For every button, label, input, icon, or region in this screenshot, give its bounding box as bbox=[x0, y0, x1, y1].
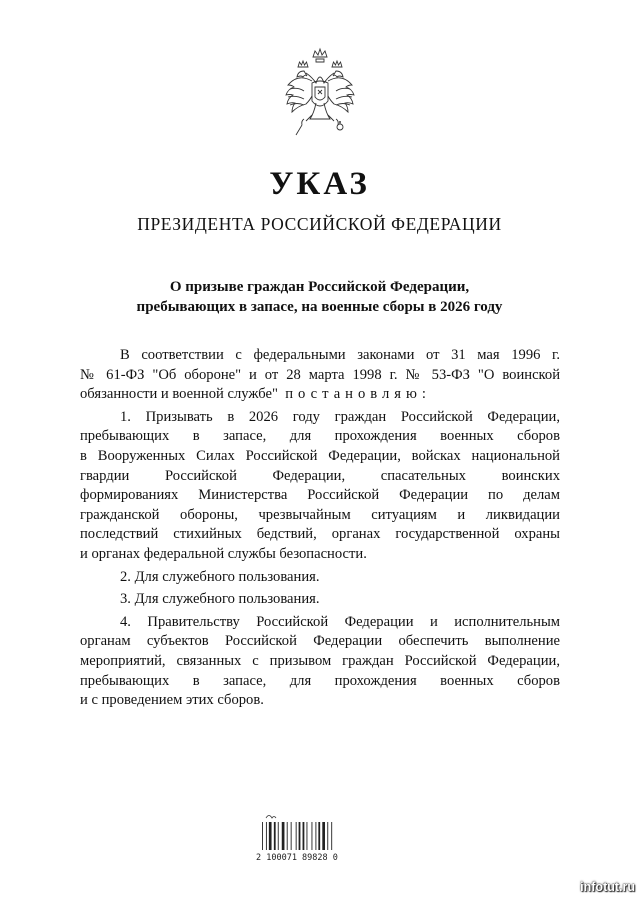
barcode-bar bbox=[312, 822, 313, 850]
issuer-heading: ПРЕЗИДЕНТА РОССИЙСКОЙ ФЕДЕРАЦИИ bbox=[137, 214, 502, 234]
site-watermark: infotut.ru bbox=[580, 880, 635, 894]
text-line: последствий стихийных бедствий, органах государственной охраны bbox=[80, 526, 560, 543]
barcode-bar bbox=[315, 822, 316, 850]
barcode-bar bbox=[287, 822, 288, 850]
text-line: формированиях Министерства Российской Федерации по делам bbox=[80, 487, 560, 504]
text-line: 2. Для служебного пользования. bbox=[120, 568, 320, 585]
preamble-text: обязанности и военной службе" bbox=[80, 386, 278, 403]
text-line: гвардии Российской Федерации, спасательных воинских bbox=[80, 467, 560, 484]
text-line: гражданской обороны, чрезвычайным ситуациям и ликвидации bbox=[80, 506, 560, 523]
text-line: 1. Призывать в 2026 году граждан Российской Федерации, bbox=[120, 408, 560, 425]
document-type-heading: УКАЗ bbox=[269, 166, 370, 202]
barcode-bar bbox=[307, 822, 308, 850]
text-line: пребывающих в запасе, для прохождения военных сборов bbox=[80, 672, 560, 689]
item-3-paragraph bbox=[80, 590, 560, 610]
text-line: 3. Для служебного пользования. bbox=[120, 591, 320, 608]
barcode-bar bbox=[262, 822, 263, 850]
preamble-paragraph bbox=[80, 346, 560, 405]
double-headed-eagle-emblem-icon bbox=[282, 45, 358, 141]
text-line: В соответствии с федеральными законами от 31 мая 1996 г. bbox=[120, 347, 560, 363]
barcode-bar bbox=[269, 822, 272, 850]
barcode-bar bbox=[331, 822, 332, 850]
preamble-colon: : bbox=[421, 386, 426, 403]
item-4-paragraph bbox=[80, 613, 560, 711]
text-line: мероприятий, связанных с призывом граждан Российской Федерации, bbox=[80, 652, 560, 669]
text-line: в Вооруженных Силах Российской Федерации, войсках национальной bbox=[80, 447, 560, 464]
decree-title bbox=[0, 277, 639, 317]
barcode-bar bbox=[266, 822, 267, 850]
text-line: и с проведением этих сборов. bbox=[80, 692, 264, 709]
barcode-bar bbox=[322, 822, 325, 850]
decree-title-line: пребывающих в запасе, на военные сборы в 2026 году bbox=[136, 299, 503, 315]
decree-body bbox=[80, 346, 560, 711]
text-line: и органах федеральной службы безопасности. bbox=[80, 545, 367, 562]
barcode-bar bbox=[327, 822, 328, 850]
text-line: органам субъектов Российской Федерации обеспечить выполнение bbox=[80, 633, 560, 650]
item-2-paragraph bbox=[80, 568, 560, 588]
text-line: № 61-ФЗ "Об обороне" и от 28 марта 1998 г. № 53-ФЗ "О воинской bbox=[80, 366, 560, 383]
barcode-number: 2 100071 89828 0 bbox=[256, 853, 338, 863]
barcode-bar bbox=[282, 822, 285, 850]
barcode-bar bbox=[291, 822, 292, 850]
barcode-bar bbox=[274, 822, 276, 850]
decree-title-line: О призыве граждан Российской Федерации, bbox=[169, 279, 470, 295]
decree-keyword: постановляю bbox=[285, 386, 422, 403]
barcode-bar bbox=[278, 822, 279, 850]
barcode-bar bbox=[303, 822, 305, 850]
text-line bbox=[80, 385, 560, 405]
barcode-bar bbox=[318, 822, 320, 850]
barcode-bar bbox=[299, 822, 301, 850]
item-1-paragraph bbox=[80, 408, 560, 565]
text-line: пребывающих в запасе, для прохождения военных сборов bbox=[80, 428, 560, 445]
text-line: 4. Правительству Российской Федерации и исполнительным bbox=[120, 613, 560, 630]
barcode-bar bbox=[296, 822, 297, 850]
